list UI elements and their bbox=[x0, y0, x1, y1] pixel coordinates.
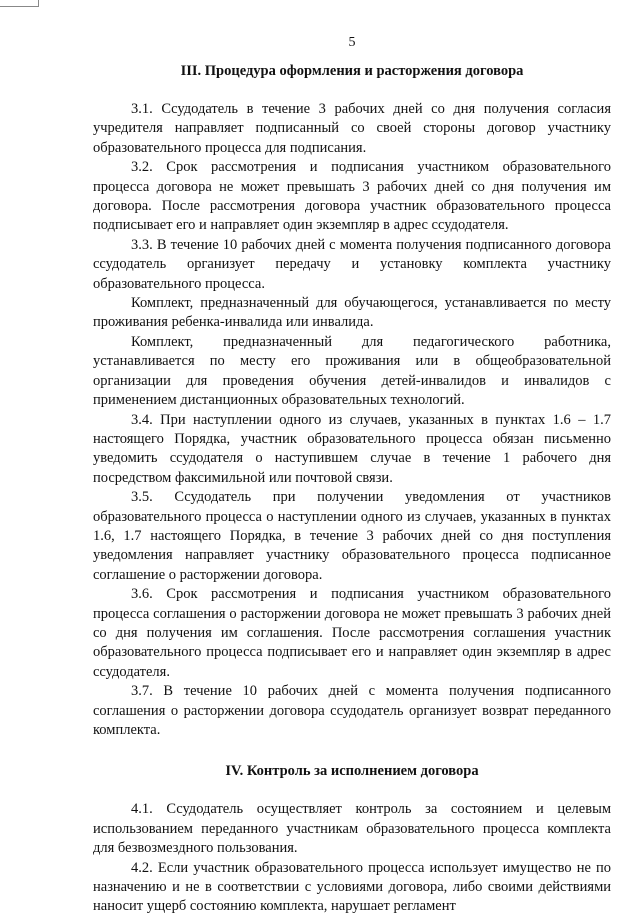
paragraph-4-2: 4.2. Если участник образовательного процесса использует имущество не по назначению и не в соответствии с условиями договора, либо своими действиями наносит ущерб состоянию комплекта, нарушает регламент bbox=[93, 859, 611, 915]
paragraph-3-4: 3.4. При наступлении одного из случаев, указанных в пунктах 1.6 – 1.7 настоящего Порядка, участник образовательного процесса обязан письменно уведомить ссудодателя о наступившем случае в течение 1 рабочего дня посредством факсимильной или почтовой связи. bbox=[93, 411, 611, 486]
section-4 bbox=[93, 762, 611, 916]
page-number: 5 bbox=[348, 35, 356, 50]
section-4-heading: IV. Контроль за исполнением договора bbox=[225, 763, 479, 780]
paragraph-3-6: 3.6. Срок рассмотрения и подписания участником образовательного процесса соглашения о расторжении договора не может превышать 3 рабочих дней со дня получения им соглашения. После рассмотрения соглашения участник образовательного процесса подписывает его и направляет один экземпляр в адрес ссудодателя. bbox=[93, 586, 611, 680]
section-3-heading: III. Процедура оформления и расторжения договора bbox=[180, 63, 524, 79]
paragraph-3-5: 3.5. Ссудодатель при получении уведомления от участников образовательного процесса о наступлении одного из случаев, указанных в пунктах 1.6, 1.7 настоящего Порядка, в течение 3 рабочих дней со дня поступления уведомления направляет участнику образовательного процесса подписанное соглашение о расторжении договора. bbox=[93, 489, 611, 583]
paragraph-kit-student: Комплект, предназначенный для обучающегося, устанавливается по месту проживания ребенка-инвалида или инвалида. bbox=[93, 295, 611, 331]
paragraph-kit-teacher: Комплект, предназначенный для педагогического работника, устанавливается по месту его проживания или в общеобразовательной организации для проведения обучения детей-инвалидов и инвалидов с применением дистанционных образовательных технологий. bbox=[93, 333, 611, 409]
paragraph-4-1: 4.1. Ссудодатель осуществляет контроль за состоянием и целевым использованием переданного участникам образовательного процесса комплекта для безвозмездного пользования. bbox=[93, 801, 611, 857]
paragraph-3-7: 3.7. В течение 10 рабочих дней с момента получения подписанного соглашения о расторжении договора ссудодатель организует возврат переданного комплекта. bbox=[93, 683, 611, 738]
paragraph-3-2: 3.2. Срок рассмотрения и подписания участником образовательного процесса договора не может превышать 3 рабочих дней со дня получения им договора. После рассмотрения договора участник образовательного процесса подписывает его и направляет один экземпляр в адрес ссудодателя. bbox=[93, 159, 611, 234]
scan-corner-mark bbox=[0, 0, 39, 7]
document-page bbox=[93, 34, 611, 917]
paragraph-3-3: 3.3. В течение 10 рабочих дней с момента получения подписанного договора ссудодатель организует передачу и установку комплекта участнику образовательного процесса. bbox=[93, 236, 611, 292]
paragraph-3-1: 3.1. Ссудодатель в течение 3 рабочих дней со дня получения согласия учредителя направляет подписанный со своей стороны договор участнику образовательного процесса для подписания. bbox=[93, 101, 611, 156]
section-3 bbox=[93, 62, 611, 740]
